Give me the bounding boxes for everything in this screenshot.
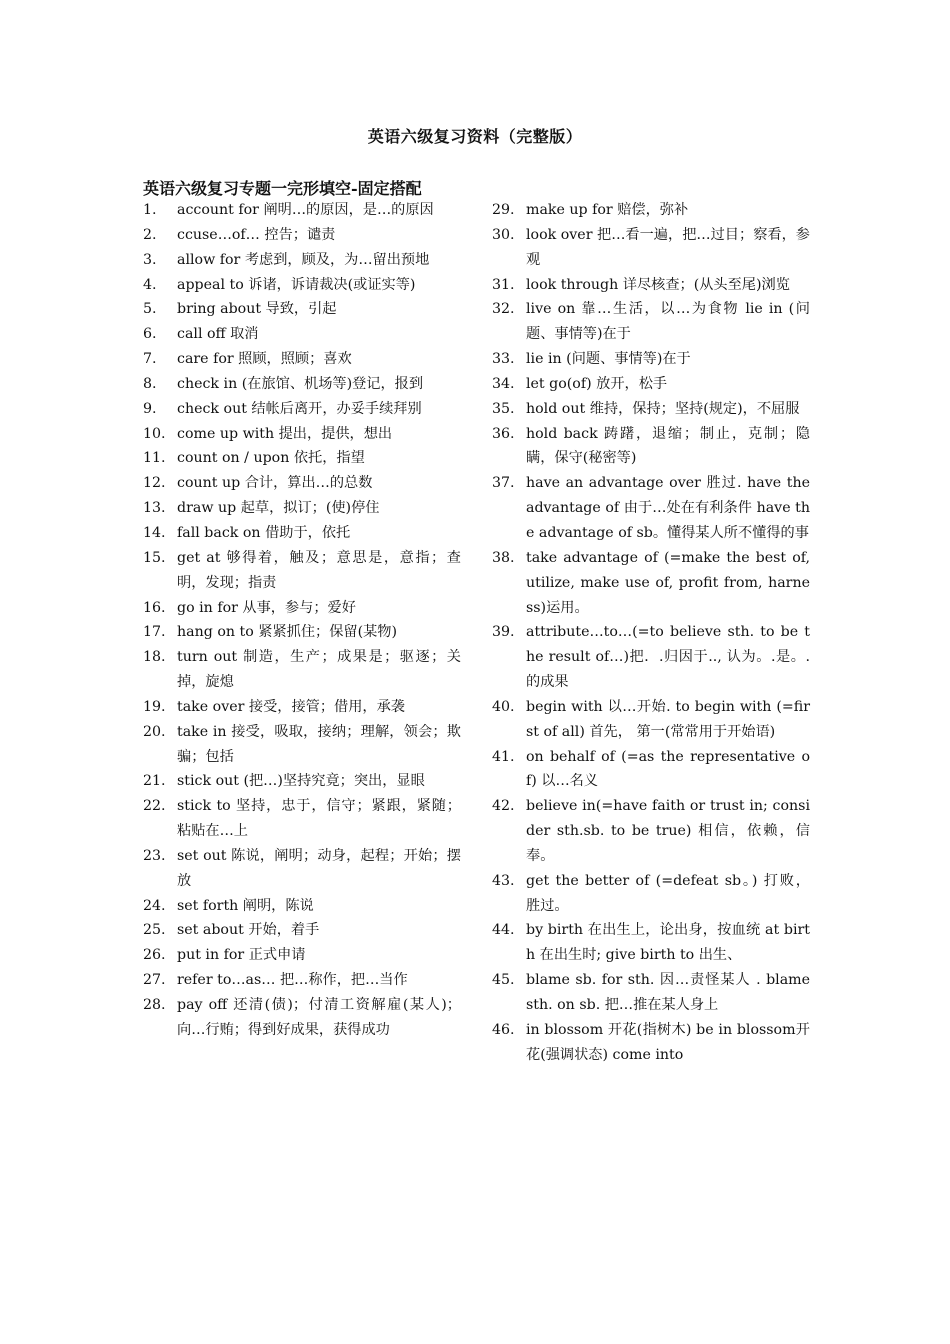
item-number: 41. <box>492 748 515 765</box>
item-number: 24. <box>143 897 166 914</box>
list-item <box>143 471 461 496</box>
item-text: stick out (把…)坚持究竟；突出，显眼 <box>177 773 425 790</box>
item-text: bring about 导致，引起 <box>177 301 337 318</box>
item-text: hang on to 紧紧抓住；保留(某物) <box>177 624 398 641</box>
list-item <box>143 248 461 273</box>
item-number: 4. <box>143 276 157 293</box>
item-number: 26. <box>143 947 166 964</box>
item-number: 8. <box>143 375 157 392</box>
list-item <box>143 769 461 794</box>
item-number: 43. <box>492 872 515 889</box>
item-number: 10. <box>143 425 166 442</box>
item-number: 44. <box>492 922 515 939</box>
list-item <box>492 1018 810 1068</box>
item-text: get the better of (=defeat sb。) 打败， 胜过。 <box>526 872 810 914</box>
item-text: make up for 赔偿，弥补 <box>526 202 689 218</box>
item-text: set forth 阐明，陈说 <box>177 897 314 914</box>
item-number: 40. <box>492 698 515 715</box>
item-number: 2. <box>143 226 157 243</box>
item-number: 1. <box>143 202 157 218</box>
list-item <box>143 620 461 645</box>
item-text: set out 陈说，阐明；动身，起程；开始；摆放 <box>177 847 461 889</box>
item-text: have an advantage over 胜过. have the advantage of 由于…处在有利条件 have the advantage of sb。懂得某人所不懂得的事 <box>526 475 810 541</box>
item-text: care for 照顾，照顾；喜欢 <box>177 351 352 368</box>
list-item <box>143 297 461 322</box>
item-number: 25. <box>143 922 166 939</box>
item-text: get at 够得着，触及；意思是，意指；查明，发现；指责 <box>177 549 461 591</box>
item-number: 39. <box>492 624 515 641</box>
list-item <box>492 397 810 422</box>
list-item <box>492 422 810 472</box>
item-number: 7. <box>143 351 157 368</box>
item-text: check in (在旅馆、机场等)登记，报到 <box>177 375 424 392</box>
item-number: 22. <box>143 798 166 815</box>
item-text: check out 结帐后离开，办妥手续拜别 <box>177 400 422 417</box>
item-text: put in for 正式申请 <box>177 947 306 964</box>
list-item <box>143 446 461 471</box>
item-number: 17. <box>143 624 166 641</box>
section-title: 英语六级复习专题一完形填空-固定搭配 <box>143 179 422 198</box>
item-number: 6. <box>143 326 157 343</box>
left-column <box>143 198 461 1043</box>
item-number: 38. <box>492 549 515 566</box>
item-text: live on 靠…生活，以…为食物 lie in (问题、事情等)在于 <box>526 301 810 343</box>
list-item <box>492 620 810 695</box>
list-item <box>492 223 810 273</box>
item-text: turn out 制造，生产；成果是；驱逐；关掉，旋熄 <box>177 649 461 691</box>
item-text: by birth 在出生上，论出身，按血统 at birth 在出生时; give birth to 出生、 <box>526 922 810 964</box>
list-item <box>492 471 810 546</box>
list-item <box>143 347 461 372</box>
list-item <box>492 347 810 372</box>
item-text: count up 合计，算出…的总数 <box>177 475 373 492</box>
item-number: 42. <box>492 798 515 815</box>
list-item <box>143 894 461 919</box>
item-text: take advantage of (=make the best of, utilize, make use of, profit from, harness)运用。 <box>526 549 810 616</box>
list-item <box>492 546 810 621</box>
item-text: in blossom 开花(指树木) be in blossom开花(强调状态) come into <box>526 1021 810 1063</box>
item-text: count on / upon 依托，指望 <box>177 450 365 467</box>
item-number: 18. <box>143 649 166 666</box>
item-number: 35. <box>492 400 515 417</box>
item-number: 46. <box>492 1021 515 1038</box>
item-number: 9. <box>143 400 157 417</box>
item-number: 28. <box>143 997 166 1013</box>
list-item <box>492 745 810 795</box>
item-number: 12. <box>143 475 166 492</box>
item-text: believe in(=have faith or trust in; consider sth.sb. to be true) 相信，依赖，信奉。 <box>526 798 810 864</box>
item-text: set about 开始，着手 <box>177 922 320 939</box>
item-number: 16. <box>143 599 166 616</box>
list-item <box>143 968 461 993</box>
list-item <box>143 645 461 695</box>
item-number: 11. <box>143 450 166 467</box>
item-number: 33. <box>492 351 515 368</box>
list-item <box>492 198 810 223</box>
list-item <box>143 844 461 894</box>
item-text: blame sb. for sth. 因…责怪某人 . blame sth. on sb. 把…推在某人身上 <box>526 972 810 1013</box>
item-text: look through 详尽核查；(从头至尾)浏览 <box>526 276 790 293</box>
list-item <box>143 322 461 347</box>
list-item <box>143 993 461 1043</box>
item-text: refer to…as… 把…称作，把…当作 <box>177 972 408 989</box>
item-text: appeal to 诉诸，诉请裁决(或证实等) <box>177 276 416 293</box>
list-item <box>492 297 810 347</box>
item-number: 3. <box>143 251 157 268</box>
item-number: 34. <box>492 375 515 392</box>
list-item <box>492 968 810 1018</box>
list-item <box>492 372 810 397</box>
list-item <box>492 695 810 745</box>
item-text: take over 接受，接管；借用，承袭 <box>177 698 405 715</box>
list-item <box>492 918 810 968</box>
item-text: take in 接受，吸取，接纳；理解，领会；欺骗；包括 <box>177 723 461 765</box>
item-number: 31. <box>492 276 515 293</box>
list-item <box>143 372 461 397</box>
item-text: hold out 维持，保持；坚持(规定)，不屈服 <box>526 400 800 417</box>
item-number: 14. <box>143 524 166 541</box>
item-text: pay off 还清(债)；付清工资解雇(某人)；向…行贿；得到好成果，获得成功 <box>177 997 461 1038</box>
item-number: 36. <box>492 425 515 442</box>
list-item <box>143 695 461 720</box>
item-number: 29. <box>492 202 515 218</box>
item-number: 20. <box>143 723 166 740</box>
list-item <box>143 943 461 968</box>
list-item <box>143 273 461 298</box>
list-item <box>143 918 461 943</box>
list-item <box>143 496 461 521</box>
list-item <box>143 223 461 248</box>
item-text: look over 把…看一遍，把…过目；察看，参观 <box>526 226 810 268</box>
item-number: 19. <box>143 698 166 715</box>
item-text: on behalf of (=as the representative of) 以…名义 <box>526 748 810 790</box>
list-item <box>143 422 461 447</box>
item-number: 30. <box>492 226 515 243</box>
item-text: fall back on 借助于，依托 <box>177 524 351 541</box>
list-item <box>492 273 810 298</box>
item-text: hold back 踌躇，退缩；制止，克制；隐瞒，保守(秘密等) <box>526 425 810 467</box>
item-number: 27. <box>143 972 166 989</box>
list-item <box>143 546 461 596</box>
right-column <box>492 198 810 1068</box>
item-number: 32. <box>492 301 515 318</box>
item-text: ccuse…of… 控告；谴责 <box>177 226 336 243</box>
list-item <box>143 596 461 621</box>
item-number: 45. <box>492 972 515 989</box>
item-text: begin with 以…开始. to begin with (=first of all) 首先， 第一(常常用于开始语) <box>526 698 810 740</box>
list-item <box>143 397 461 422</box>
item-text: draw up 起草，拟订；(使)停住 <box>177 500 380 517</box>
list-item <box>143 198 461 223</box>
document-title: 英语六级复习资料（完整版） <box>367 127 583 146</box>
item-text: allow for 考虑到，顾及，为…留出预地 <box>177 251 430 268</box>
list-item <box>143 794 461 844</box>
item-text: come up with 提出，提供，想出 <box>177 425 393 442</box>
item-number: 37. <box>492 475 515 492</box>
item-number: 5. <box>143 301 157 318</box>
list-item <box>143 521 461 546</box>
item-text: stick to 坚持，忠于，信守；紧跟，紧随；粘贴在…上 <box>177 798 461 840</box>
item-text: attribute…to…(=to believe sth. to be the result of…)把．.归因于.., 认为。.是。.的成果 <box>526 624 810 691</box>
list-item <box>492 869 810 919</box>
item-number: 15. <box>143 549 166 566</box>
item-text: account for 阐明…的原因，是…的原因 <box>177 202 434 218</box>
item-text: let go(of) 放开，松手 <box>526 375 668 392</box>
item-number: 13. <box>143 500 166 517</box>
item-text: call off 取消 <box>177 326 259 343</box>
item-text: go in for 从事，参与；爱好 <box>177 599 356 616</box>
item-number: 23. <box>143 847 166 864</box>
item-text: lie in (问题、事情等)在于 <box>526 351 691 368</box>
list-item <box>143 720 461 770</box>
list-item <box>492 794 810 869</box>
item-number: 21. <box>143 773 166 790</box>
